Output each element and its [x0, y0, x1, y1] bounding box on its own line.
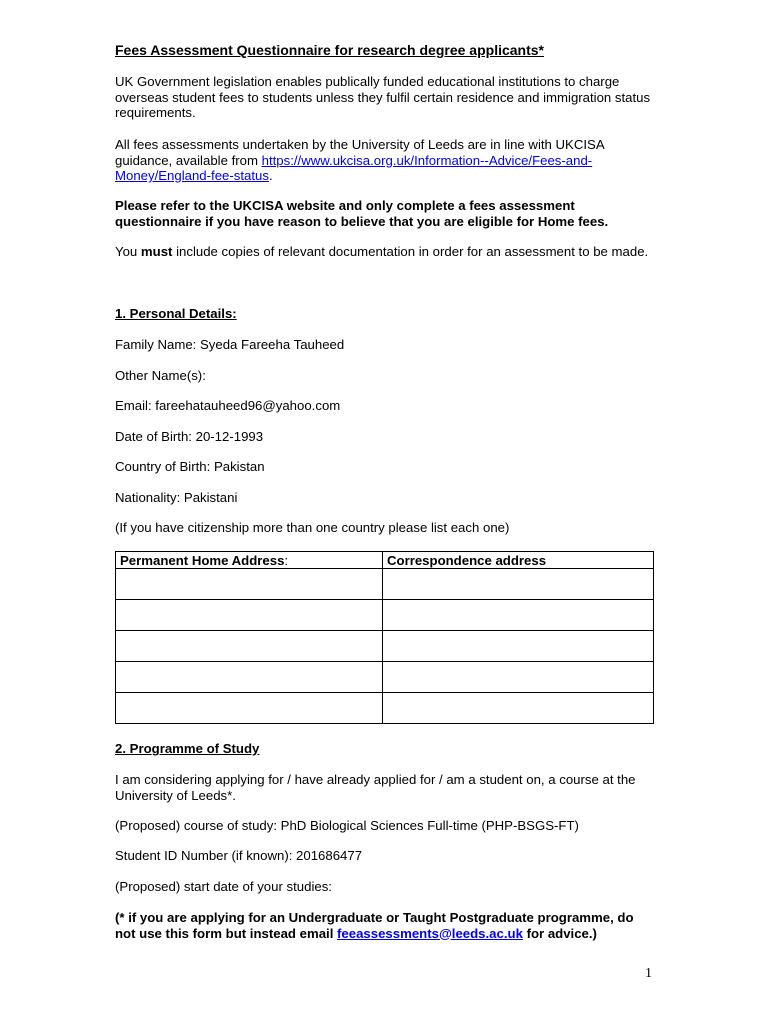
programme-of-study-heading: 2. Programme of Study: [115, 741, 260, 756]
date-of-birth-field: Date of Birth: 20-12-1993: [115, 429, 264, 444]
correspondence-address-header: Correspondence address: [383, 552, 654, 569]
intro-paragraph-ukcisa: [115, 137, 655, 184]
fee-assessments-email-link[interactable]: feeassessments@leeds.ac.uk: [337, 925, 523, 941]
correspondence-address-cell[interactable]: [383, 693, 654, 724]
nationality-field: Nationality: Pakistani: [115, 490, 238, 505]
page-number: 1: [645, 966, 652, 981]
email-field: Email: fareehatauheed96@yahoo.com: [115, 398, 341, 413]
permanent-address-cell[interactable]: [116, 631, 383, 662]
ukcisa-text-end: .: [268, 168, 273, 183]
permanent-address-header: Permanent Home Address:: [116, 552, 383, 569]
ukcisa-link[interactable]: https://www.ukcisa.org.uk/Information--Advice/Fees-and-Money/England-fee-status: [115, 152, 593, 183]
must-emphasis: must: [140, 244, 173, 259]
programme-note-pre: (* if you are applying for an Undergraduate or Taught Postgraduate programme, do not use this form but instead email: [115, 910, 634, 941]
permanent-address-cell[interactable]: [116, 600, 383, 631]
family-name-field: Family Name: Syeda Fareeha Tauheed: [115, 337, 345, 352]
personal-details-heading: 1. Personal Details:: [115, 306, 237, 321]
table-row: [116, 600, 654, 631]
permanent-address-cell[interactable]: [116, 569, 383, 600]
documentation-paragraph: [115, 244, 655, 260]
programme-statement: I am considering applying for / have already applied for / am a student on, a course at the University of Leeds*.: [115, 772, 636, 803]
correspondence-address-cell[interactable]: [383, 631, 654, 662]
table-row: [116, 693, 654, 724]
student-id-field: Student ID Number (if known): 201686477: [115, 848, 363, 863]
correspondence-address-cell[interactable]: [383, 662, 654, 693]
programme-note-post: for advice.): [522, 925, 597, 941]
country-of-birth-field: Country of Birth: Pakistan: [115, 459, 265, 474]
citizenship-note: (If you have citizenship more than one country please list each one): [115, 520, 510, 535]
ukcisa-text: All fees assessments undertaken by the University of Leeds are in line with UKCISA guidance, available from: [115, 137, 604, 168]
intro-paragraph-legislation: UK Government legislation enables publically funded educational institutions to charge overseas student fees to students unless they fulfil certain residence and immigration status requirements.: [115, 74, 651, 120]
start-date-field: (Proposed) start date of your studies:: [115, 879, 332, 894]
eligibility-notice: Please refer to the UKCISA website and only complete a fees assessment questionnaire if you have reason to believe that you are eligible for Home fees.: [115, 198, 609, 229]
address-table-header: [116, 552, 654, 569]
other-names-field: Other Name(s):: [115, 368, 206, 383]
correspondence-address-cell[interactable]: [383, 600, 654, 631]
programme-note: [115, 910, 655, 941]
permanent-address-cell[interactable]: [116, 662, 383, 693]
permanent-address-cell[interactable]: [116, 693, 383, 724]
table-row: [116, 662, 654, 693]
table-row: [116, 569, 654, 600]
table-row: [116, 631, 654, 662]
must-text-post: include copies of relevant documentation in order for an assessment to be made.: [172, 244, 649, 259]
course-of-study-field: (Proposed) course of study: PhD Biological Sciences Full-time (PHP-BSGS-FT): [115, 818, 579, 833]
address-table: [115, 551, 654, 724]
must-text-pre: You: [115, 244, 141, 259]
page-title: Fees Assessment Questionnaire for research degree applicants*: [115, 42, 544, 58]
correspondence-address-cell[interactable]: [383, 569, 654, 600]
